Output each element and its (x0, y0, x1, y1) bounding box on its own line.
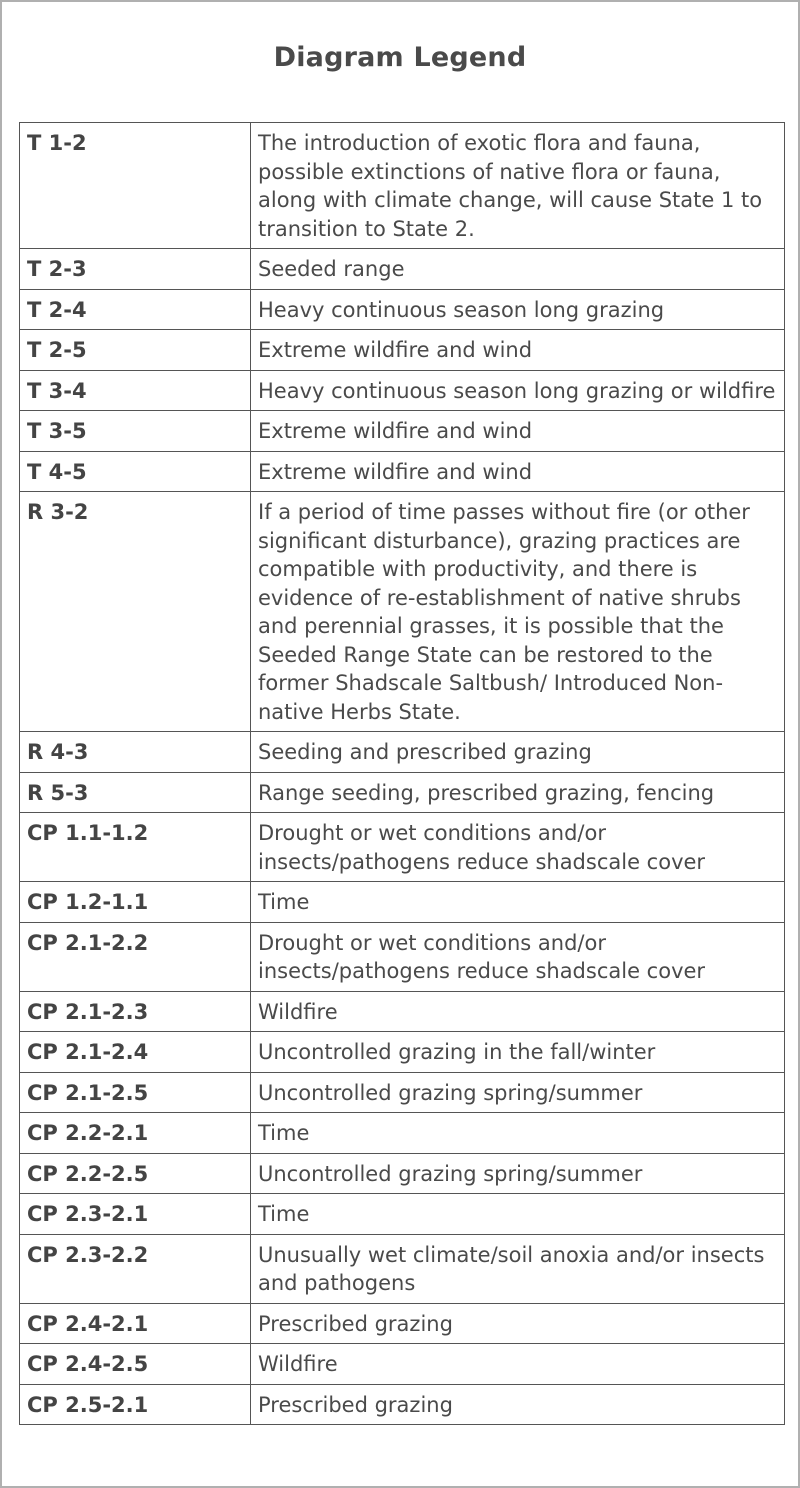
community-pathway-code: CP 1.1-1.2 (20, 813, 251, 882)
table-row (20, 1384, 785, 1425)
community-pathway-code: CP 2.1-2.2 (20, 922, 251, 991)
table-row (20, 922, 785, 991)
transition-description: Extreme wildfire and wind (251, 330, 785, 371)
table-row (20, 1234, 785, 1303)
table-row (20, 411, 785, 452)
table-row (20, 451, 785, 492)
table-row (20, 991, 785, 1032)
table-row (20, 123, 785, 249)
community-pathway-code: CP 2.2-2.5 (20, 1153, 251, 1194)
transition-description: The introduction of exotic flora and fauna, possible extinctions of native flora or fauna, along with climate change, will cause State 1 to transition to State 2. (251, 123, 785, 249)
transition-code: T 1-2 (20, 123, 251, 249)
community-pathway-code: CP 2.1-2.4 (20, 1032, 251, 1073)
community-pathway-code: CP 2.1-2.5 (20, 1072, 251, 1113)
restoration-code: R 5-3 (20, 772, 251, 813)
transition-code: T 4-5 (20, 451, 251, 492)
community-pathway-code: CP 2.4-2.5 (20, 1344, 251, 1385)
restoration-code: R 3-2 (20, 492, 251, 732)
legend-table (19, 122, 785, 1425)
table-row (20, 1113, 785, 1154)
table-row (20, 289, 785, 330)
transition-code: T 2-3 (20, 249, 251, 290)
community-pathway-code: CP 2.2-2.1 (20, 1113, 251, 1154)
community-pathway-description: Wildfire (251, 1344, 785, 1385)
legend-title: Diagram Legend (273, 42, 527, 73)
community-pathway-description: Uncontrolled grazing spring/summer (251, 1153, 785, 1194)
table-row (20, 370, 785, 411)
transition-description: Seeded range (251, 249, 785, 290)
community-pathway-description: Uncontrolled grazing in the fall/winter (251, 1032, 785, 1073)
community-pathway-description: Drought or wet conditions and/or insects/pathogens reduce shadscale cover (251, 922, 785, 991)
community-pathway-description: Time (251, 882, 785, 923)
table-row (20, 732, 785, 773)
community-pathway-description: Time (251, 1194, 785, 1235)
community-pathway-code: CP 1.2-1.1 (20, 882, 251, 923)
community-pathway-code: CP 2.1-2.3 (20, 991, 251, 1032)
community-pathway-description: Time (251, 1113, 785, 1154)
table-row (20, 882, 785, 923)
community-pathway-description: Wildfire (251, 991, 785, 1032)
transition-description: Extreme wildfire and wind (251, 451, 785, 492)
restoration-description: If a period of time passes without fire (or other significant disturbance), grazing practices are compatible with productivity, and there is evidence of re-establishment of native shrubs and perennial grasses, it is possible that the Seeded Range State can be restored to the former Shadscale Saltbush/ Introduced Non-native Herbs State. (251, 492, 785, 732)
community-pathway-description: Drought or wet conditions and/or insects/pathogens reduce shadscale cover (251, 813, 785, 882)
table-row (20, 1194, 785, 1235)
table-row (20, 1072, 785, 1113)
table-row (20, 492, 785, 732)
table-row (20, 249, 785, 290)
transition-description: Extreme wildfire and wind (251, 411, 785, 452)
table-row (20, 1303, 785, 1344)
table-row (20, 1344, 785, 1385)
community-pathway-description: Unusually wet climate/soil anoxia and/or insects and pathogens (251, 1234, 785, 1303)
community-pathway-code: CP 2.3-2.2 (20, 1234, 251, 1303)
table-row (20, 772, 785, 813)
transition-description: Heavy continuous season long grazing or wildfire (251, 370, 785, 411)
table-row (20, 1032, 785, 1073)
table-row (20, 1153, 785, 1194)
transition-code: T 2-4 (20, 289, 251, 330)
restoration-description: Seeding and prescribed grazing (251, 732, 785, 773)
transition-code: T 2-5 (20, 330, 251, 371)
community-pathway-code: CP 2.5-2.1 (20, 1384, 251, 1425)
transition-code: T 3-4 (20, 370, 251, 411)
table-row (20, 813, 785, 882)
community-pathway-description: Uncontrolled grazing spring/summer (251, 1072, 785, 1113)
community-pathway-description: Prescribed grazing (251, 1303, 785, 1344)
transition-description: Heavy continuous season long grazing (251, 289, 785, 330)
community-pathway-code: CP 2.3-2.1 (20, 1194, 251, 1235)
restoration-code: R 4-3 (20, 732, 251, 773)
transition-code: T 3-5 (20, 411, 251, 452)
table-row (20, 330, 785, 371)
restoration-description: Range seeding, prescribed grazing, fencing (251, 772, 785, 813)
community-pathway-description: Prescribed grazing (251, 1384, 785, 1425)
community-pathway-code: CP 2.4-2.1 (20, 1303, 251, 1344)
